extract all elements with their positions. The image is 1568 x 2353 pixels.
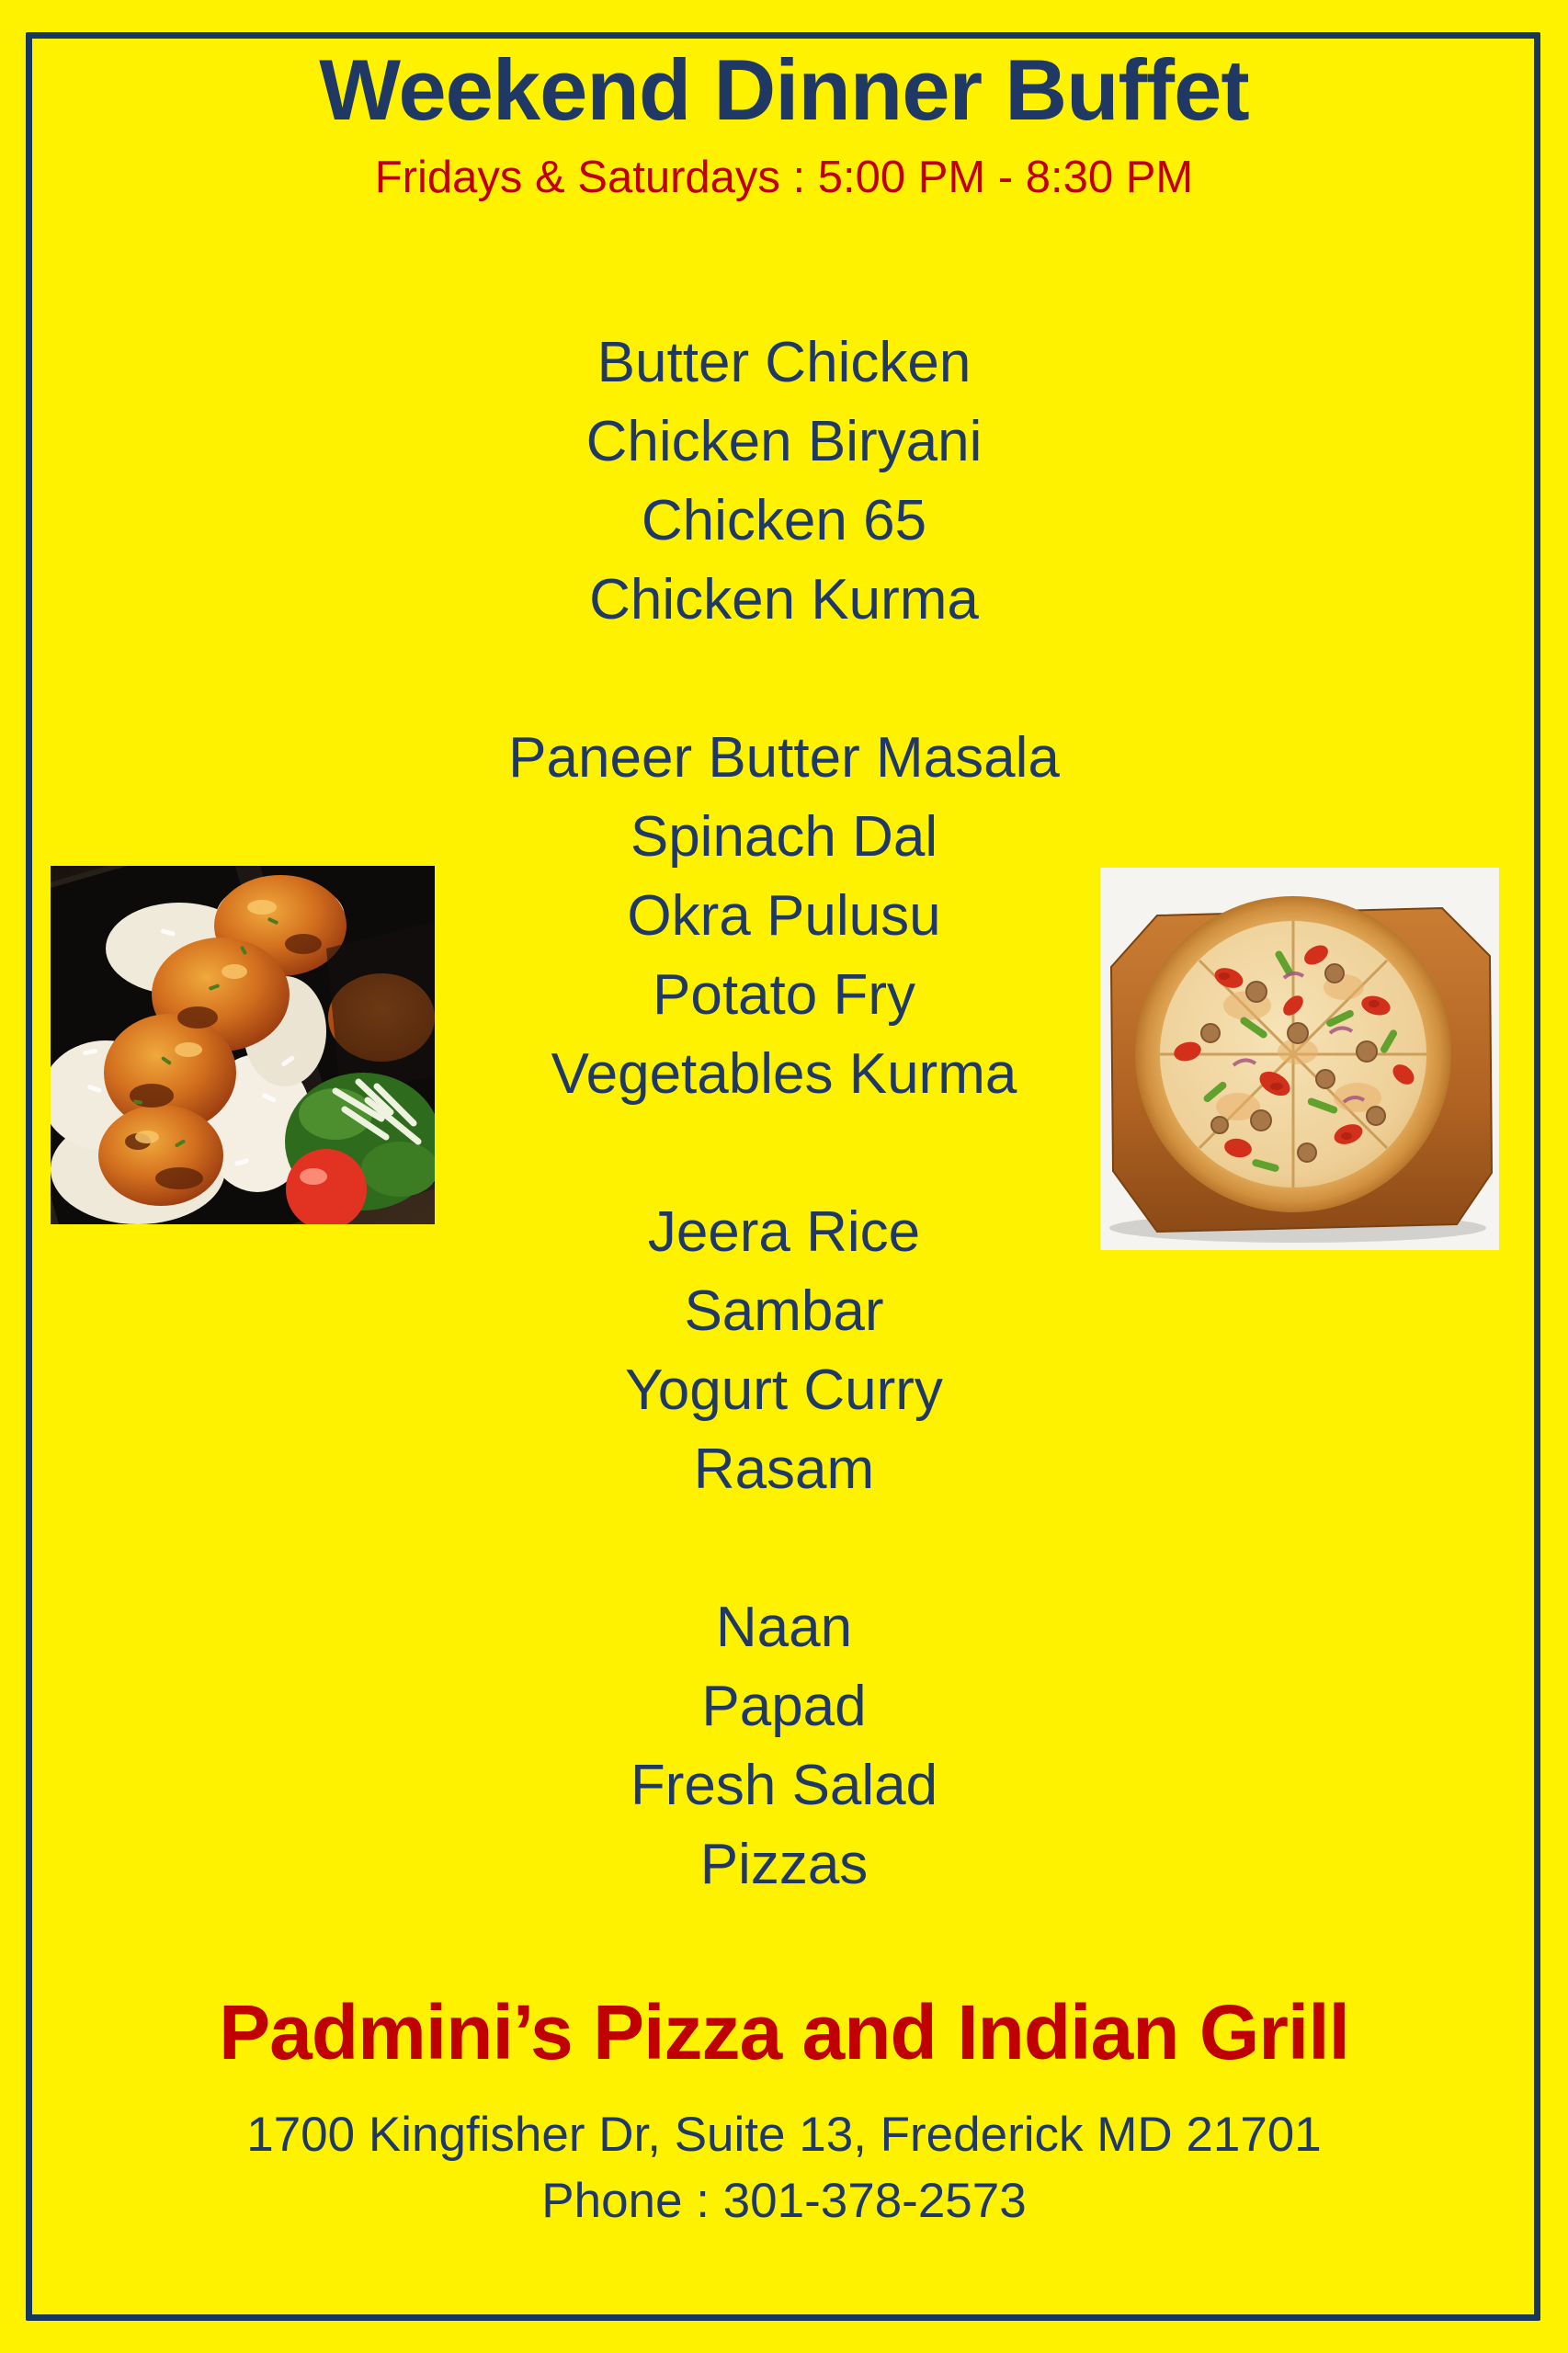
tomato-highlight (300, 1168, 327, 1185)
menu-item: Spinach Dal (630, 805, 938, 869)
page-title: Weekend Dinner Buffet (319, 41, 1249, 138)
menu-item: Sambar (684, 1279, 884, 1343)
menu-item: Jeera Rice (647, 1200, 921, 1264)
menu-item: Paneer Butter Masala (508, 726, 1060, 790)
pizza (1135, 896, 1451, 1212)
menu-group (0, 324, 1568, 640)
menu-item: Chicken Kurma (589, 568, 979, 631)
menu-item: Pizzas (699, 1833, 869, 1896)
menu-item: Butter Chicken (597, 331, 971, 394)
restaurant-address: 1700 Kingfisher Dr, Suite 13, Frederick MD 21701 (246, 2108, 1322, 2162)
restaurant-name: Padmini’s Pizza and Indian Grill (219, 1989, 1349, 2075)
menu-item: Chicken Biryani (585, 410, 983, 473)
buffet-hours: Fridays & Saturdays : 5:00 PM - 8:30 PM (374, 153, 1194, 202)
tray-divider (326, 921, 435, 1091)
menu-item: Yogurt Curry (625, 1358, 943, 1422)
menu-item: Rasam (693, 1438, 875, 1501)
menu-item: Papad (701, 1675, 867, 1738)
menu-item: Naan (715, 1596, 853, 1659)
menu-item: Okra Pulusu (627, 884, 941, 948)
chicken-rice-photo (51, 866, 435, 1224)
pizza-photo (1100, 868, 1499, 1250)
menu-item: Vegetables Kurma (551, 1042, 1017, 1106)
menu-item: Potato Fry (653, 963, 915, 1027)
menu-group (0, 1588, 1568, 1904)
restaurant-phone: Phone : 301-378-2573 (541, 2174, 1027, 2228)
menu-item: Chicken 65 (641, 489, 927, 552)
menu-item: Fresh Salad (630, 1754, 938, 1817)
